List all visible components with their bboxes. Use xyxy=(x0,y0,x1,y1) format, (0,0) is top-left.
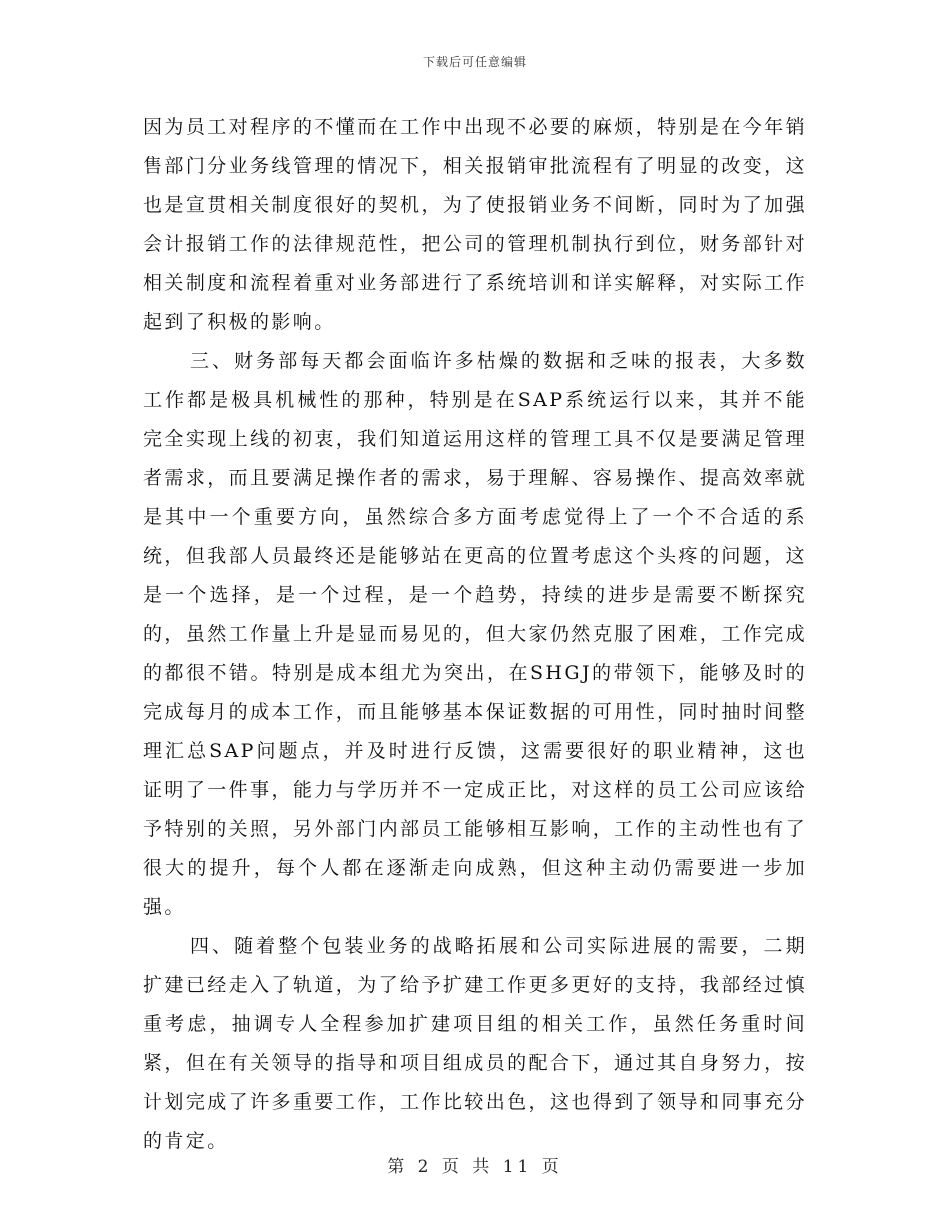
paragraph-section-four: 四、随着整个包装业务的战略拓展和公司实际进展的需要，二期扩建已经走入了轨道，为了给予扩建工作更多更好的支持，我部经过慎重考虑，抽调专人全程参加扩建项目组的相关工作，虽然任务重时间紧，但在有关领导的指导和项目组成员的配合下，通过其自身努力，按计划完成了许多重要工作，工作比较出色，这也得到了领导和同事充分的肯定。 xyxy=(143,935,807,1152)
document-body xyxy=(143,108,807,1161)
paragraph-continuation: 因为员工对程序的不懂而在工作中出现不必要的麻烦，特别是在今年销售部门分业务线管理的情况下，相关报销审批流程有了明显的改变，这也是宣贯相关制度很好的契机，为了使报销业务不间断，同时为了加强会计报销工作的法律规范性，把公司的管理机制执行到位，财务部针对相关制度和流程着重对业务部进行了系统培训和详实解释，对实际工作起到了积极的影响。 xyxy=(143,116,807,333)
paragraph-section-three: 三、财务部每天都会面临许多枯燥的数据和乏味的报表，大多数工作都是极具机械性的那种，特别是在SAP系统运行以来，其并不能完全实现上线的初衷，我们知道运用这样的管理工具不仅是要满足管理者需求，而且要满足操作者的需求，易于理解、容易操作、提高效率就是其中一个重要方向，虽然综合多方面考虑觉得上了一个不合适的系统，但我部人员最终还是能够站在更高的位置考虑这个头疼的问题，这是一个选择，是一个过程，是一个趋势，持续的进步是需要不断探究的，虽然工作量上升是显而易见的，但大家仍然克服了困难，工作完成的都很不错。特别是成本组尤为突出，在SHGJ的带领下，能够及时的完成每月的成本工作，而且能够基本保证数据的可用性，同时抽时间整理汇总SAP问题点，并及时进行反馈，这需要很好的职业精神，这也证明了一件事，能力与学历并不一定成正比，对这样的员工公司应该给予特别的关照，另外部门内部员工能够相互影响，工作的主动性也有了很大的提升，每个人都在逐渐走向成熟，但这种主动仍需要进一步加强。 xyxy=(143,350,807,918)
page-header: 下载后可任意编辑 xyxy=(422,55,527,69)
page-number-footer: 第 2 页 共 11 页 xyxy=(387,1157,563,1177)
